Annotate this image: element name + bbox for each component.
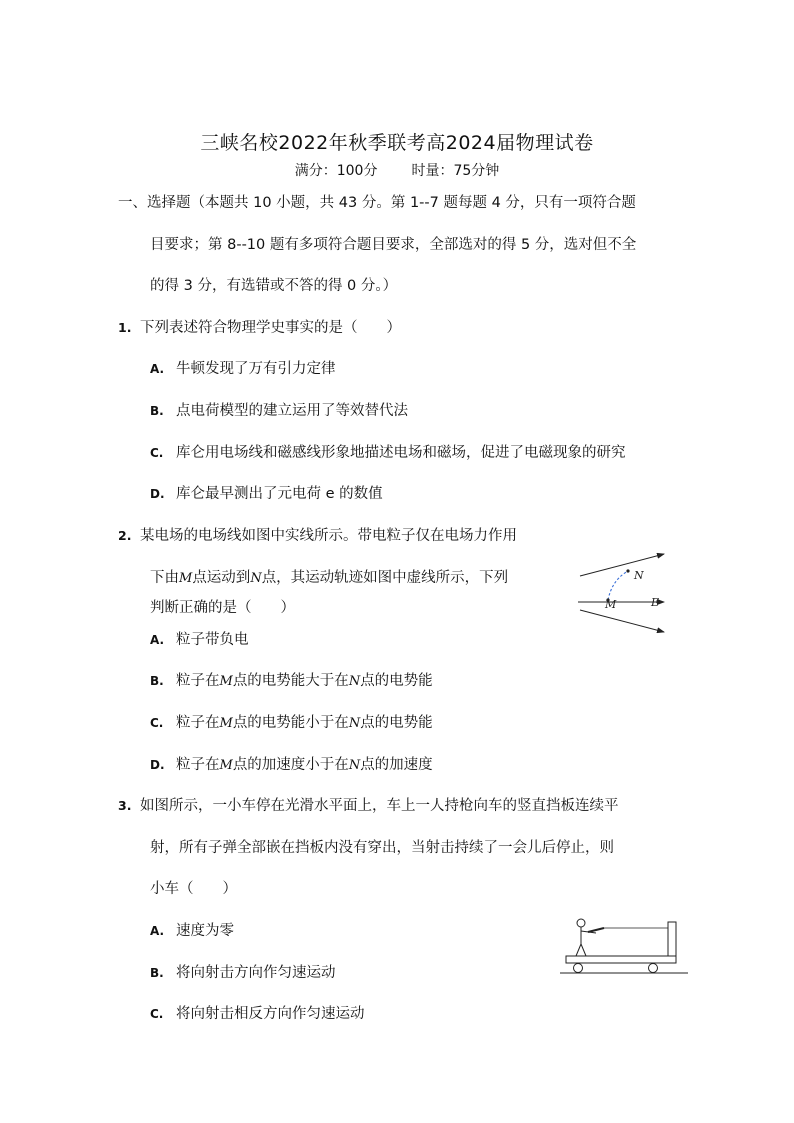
option-letter: A. — [150, 362, 165, 376]
section-instruction-line-3: 的得 3 分，有选错或不答的得 0 分。） — [150, 278, 398, 294]
symbol-n: N — [348, 758, 361, 773]
option-letter: C. — [150, 1007, 164, 1021]
text: 点运动到 — [192, 570, 251, 586]
question-2-number: 2. — [118, 528, 132, 543]
section-instruction-line-1: 一、选择题（本题共 10 小题，共 43 分。第 1--7 题每题 4 分，只有一项符合题 — [118, 195, 636, 211]
gun — [588, 928, 604, 932]
question-2-option-a — [150, 628, 249, 649]
option-letter: D. — [150, 758, 165, 772]
question-1-option-b — [150, 399, 408, 420]
text: 粒子在 — [176, 673, 220, 689]
point-n — [626, 569, 629, 572]
text: 粒子在 — [176, 757, 220, 773]
question-2-text: 某电场的电场线如图中实线所示。带电粒子仅在电场力作用 — [140, 528, 517, 544]
text: 点的加速度小于在 — [232, 757, 349, 773]
field-line-upper — [580, 554, 664, 576]
question-3-option-b — [150, 961, 336, 982]
option-letter: B. — [150, 966, 164, 980]
question-3-text: 如图所示，一小车停在光滑水平面上，车上一人持枪向车的竖直挡板连续平 — [140, 798, 619, 814]
question-3-option-a — [150, 919, 234, 940]
symbol-n: N — [250, 571, 262, 586]
option-letter: D. — [150, 487, 165, 501]
option-text: 库仑最早测出了元电荷 e 的数值 — [176, 486, 383, 502]
option-text: 牛顿发现了万有引力定律 — [176, 361, 336, 377]
symbol-m: M — [219, 674, 233, 689]
wheel-left — [574, 964, 583, 973]
option-text: 粒子带负电 — [176, 632, 249, 648]
text: 下由 — [150, 570, 179, 586]
text: 点的电势能小于在 — [232, 715, 349, 731]
option-text: 速度为零 — [176, 923, 234, 939]
option-text: 点电荷模型的建立运用了等效替代法 — [176, 403, 408, 419]
field-line-lower — [580, 610, 664, 632]
question-3-stem-line-1 — [118, 794, 619, 815]
exam-title: 三峡名校2022年秋季联考高2024届物理试卷 — [200, 132, 594, 154]
label-e: E — [651, 596, 660, 609]
vertical-baffle — [668, 922, 676, 956]
trajectory-dashed — [608, 571, 628, 600]
symbol-n: N — [348, 716, 361, 731]
question-1-option-c — [150, 441, 626, 462]
question-1-option-d — [150, 482, 383, 503]
exam-meta — [0, 160, 794, 180]
question-3-number: 3. — [118, 798, 132, 813]
label-n: N — [634, 569, 644, 582]
text: 点，其运动轨迹如图中虚线所示，下列 — [261, 570, 509, 586]
question-1-number: 1. — [118, 320, 132, 335]
question-3-stem-line-3: 小车（ ） — [150, 881, 237, 897]
full-marks: 满分：100分 — [294, 163, 378, 179]
question-2-option-d — [150, 753, 433, 774]
cart-body — [566, 956, 676, 963]
text: 点的电势能 — [360, 715, 433, 731]
option-text: 将向射击方向作匀速运动 — [176, 965, 336, 981]
text: 点的电势能大于在 — [232, 673, 349, 689]
person-head — [577, 919, 585, 927]
option-letter: B. — [150, 404, 164, 418]
section-instruction-line-2: 目要求；第 8--10 题有多项符合题目要求，全部选对的得 5 分，选对但不全 — [150, 237, 637, 253]
symbol-n: N — [348, 674, 361, 689]
question-2-stem-line-1 — [118, 524, 517, 545]
question-2-option-c — [150, 711, 433, 732]
option-text: 库仑用电场线和磁感线形象地描述电场和磁场，促进了电磁现象的研究 — [176, 445, 626, 461]
option-text: 将向射击相反方向作匀速运动 — [176, 1006, 365, 1022]
text: 点的加速度 — [360, 757, 433, 773]
question-3-option-c — [150, 1002, 365, 1023]
symbol-m: M — [219, 716, 233, 731]
question-2-option-b — [150, 669, 433, 690]
question-2-stem-line-3: 判断正确的是（ ） — [150, 600, 295, 616]
question-1-text: 下列表述符合物理学史事实的是（ ） — [140, 320, 401, 336]
question-2-stem-line-2 — [150, 566, 508, 587]
electric-field-figure — [574, 546, 670, 638]
option-letter: C. — [150, 716, 164, 730]
option-letter: B. — [150, 674, 164, 688]
option-letter: C. — [150, 446, 164, 460]
option-letter: A. — [150, 924, 165, 938]
symbol-m: M — [219, 758, 233, 773]
question-3-stem-line-2: 射，所有子弹全部嵌在挡板内没有穿出，当射击持续了一会儿后停止，则 — [150, 840, 614, 856]
symbol-m: M — [179, 571, 193, 586]
text: 点的电势能 — [360, 673, 433, 689]
person-leg-right — [581, 944, 586, 956]
label-m: M — [605, 598, 617, 611]
text: 粒子在 — [176, 715, 220, 731]
time-limit: 时量：75分钟 — [411, 163, 500, 179]
wheel-right — [649, 964, 658, 973]
cart-figure — [560, 914, 690, 976]
option-letter: A. — [150, 633, 165, 647]
question-1-stem — [118, 316, 401, 337]
question-1-option-a — [150, 357, 336, 378]
person-leg-left — [576, 944, 581, 956]
